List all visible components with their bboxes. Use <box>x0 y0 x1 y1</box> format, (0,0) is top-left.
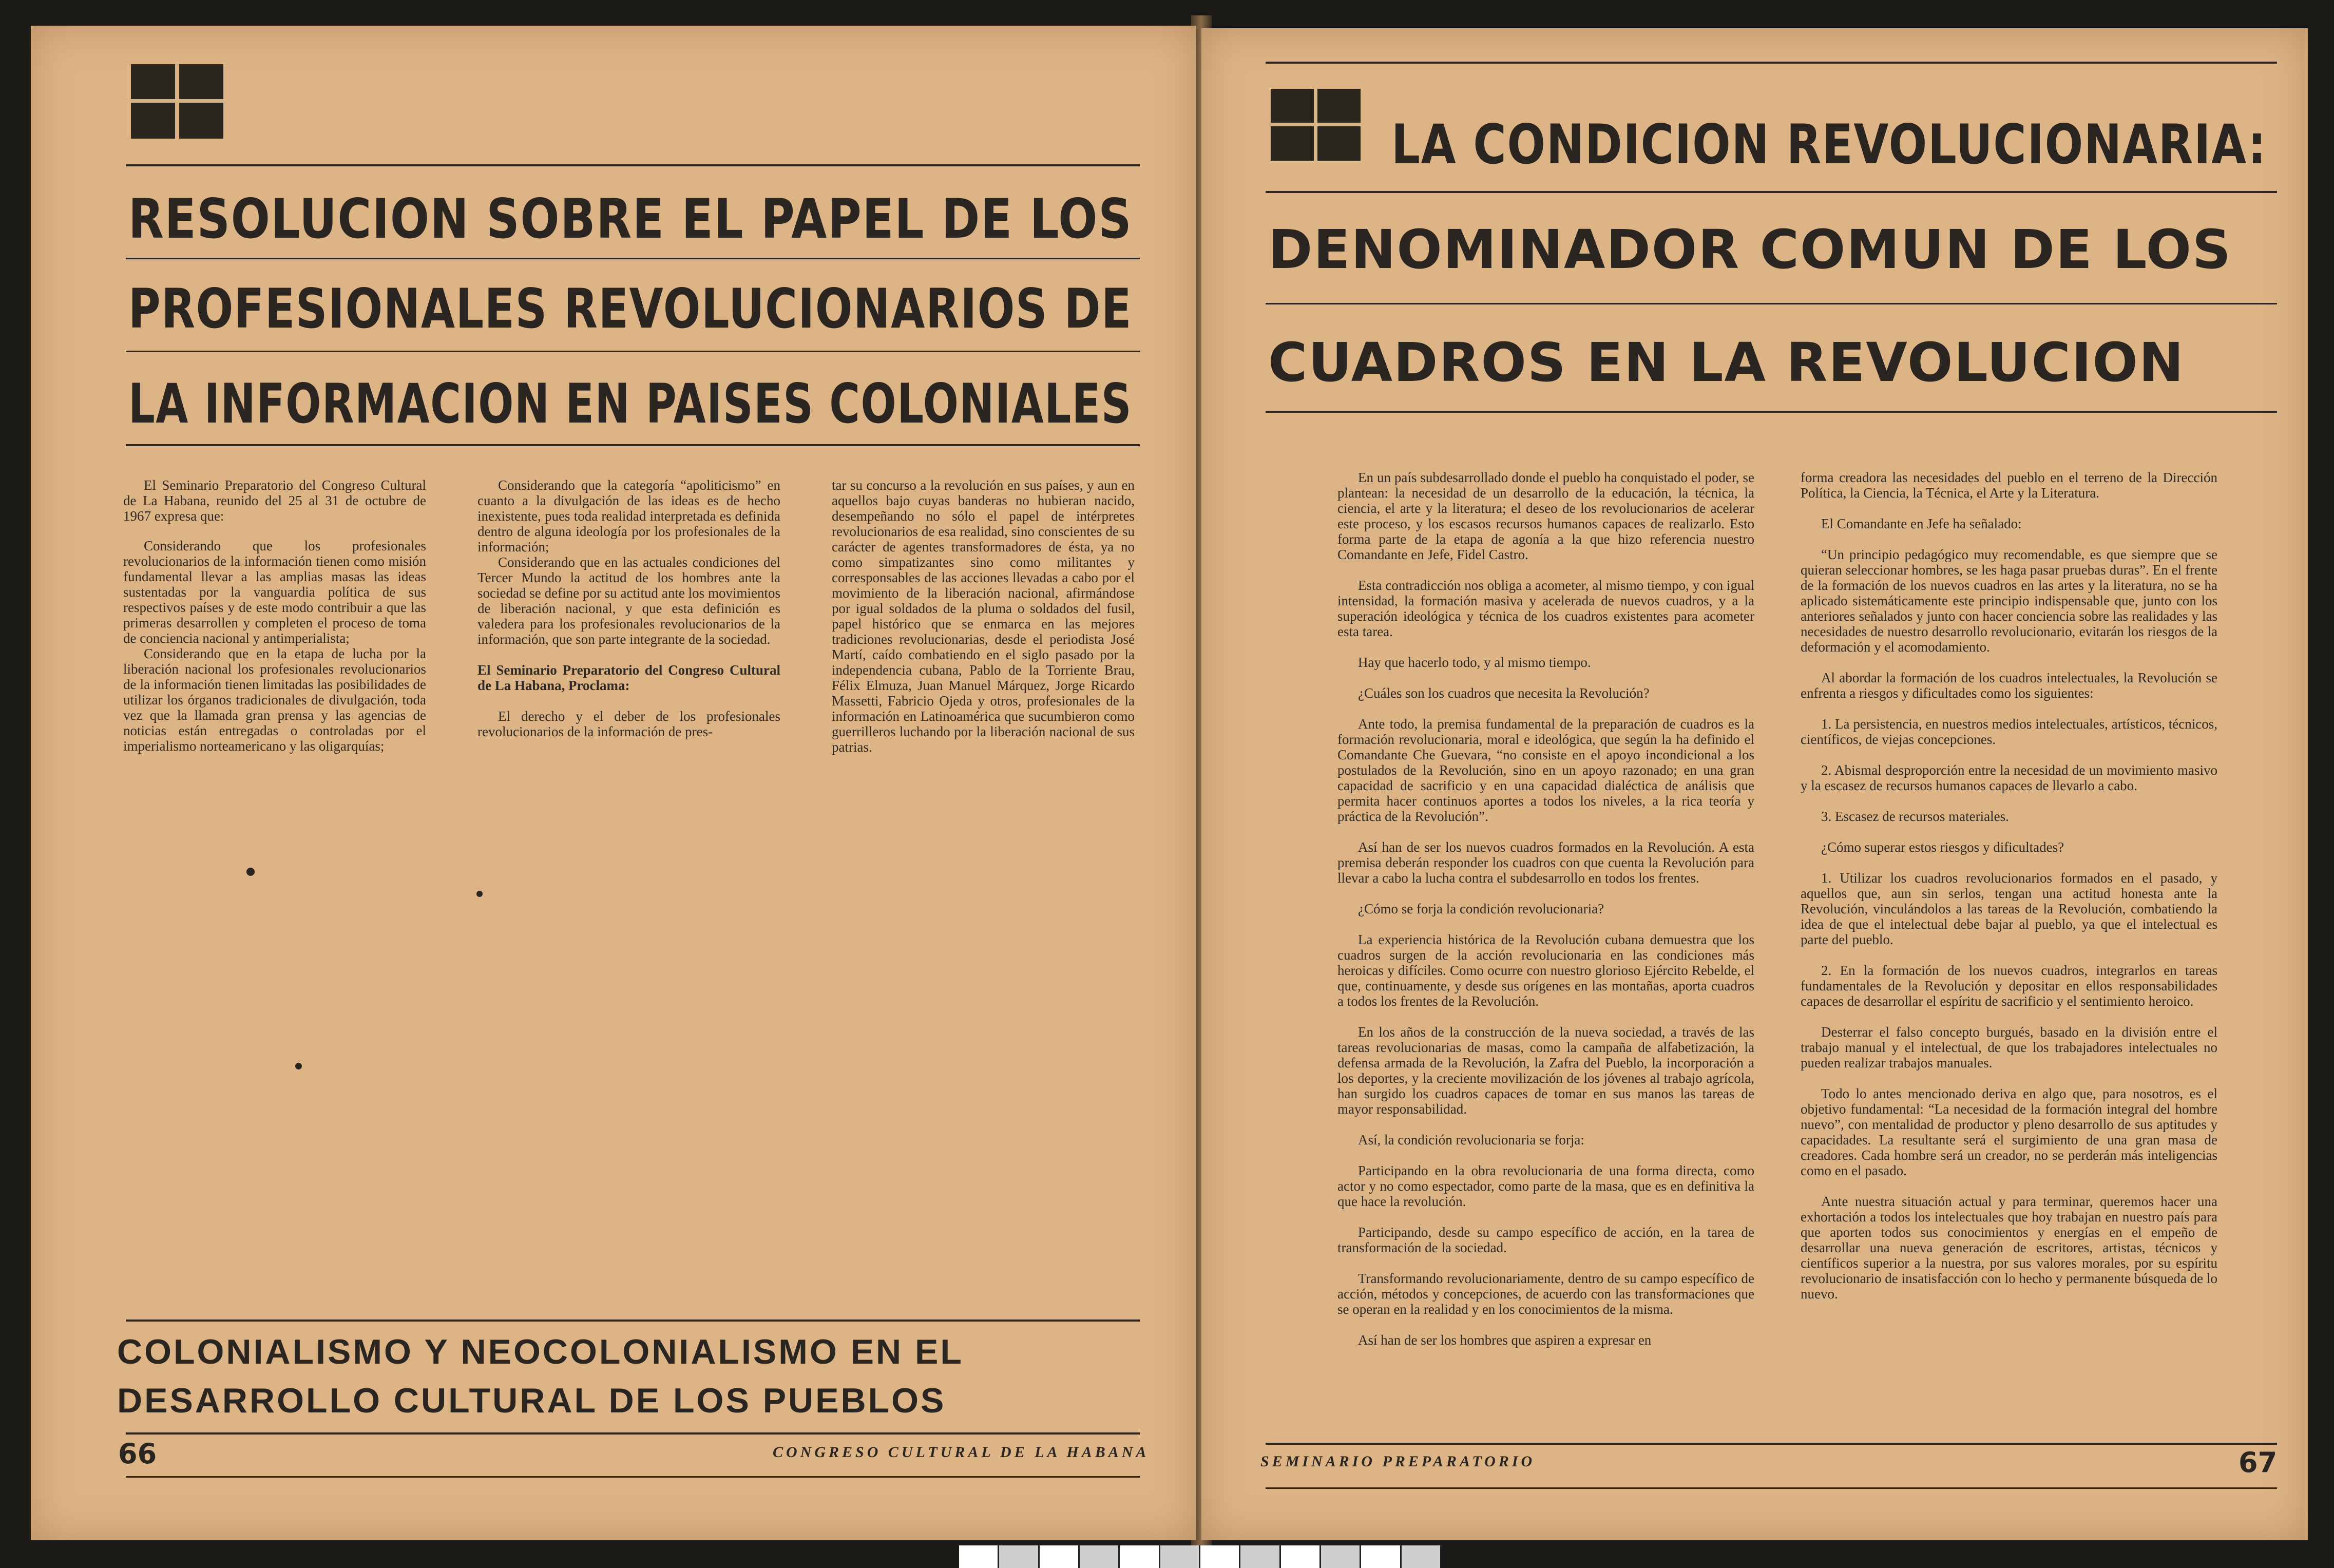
paragraph: Desterrar el falso concepto burgués, basado en la división entre el trabajo manual y el intelectual, de que los trabajadores intelectuales no pueden realizar trabajos manuales. <box>1801 1024 2217 1070</box>
paragraph: Considerando que en las actuales condiciones del Tercer Mundo la actitud de los hombres ante la sociedad se define por su actitud ante los movimientos de liberación nacional, y que esta definición es valedera para los profesionales revolucionarios de la información, que son parte integrante de la sociedad. <box>477 554 780 647</box>
title-rule <box>1266 303 2277 304</box>
paragraph: Considerando que en la etapa de lucha por la liberación nacional los profesionales revolucionarios de la información tienen limitadas las posibilidades de utilizar los órganos tradicionales de divulgación, toda vez que la llamada gran prensa y las agencias de noticias están entregadas o controladas por el imperialismo norteamericano y las oligarquías; <box>123 646 426 754</box>
paragraph: 2. En la formación de los nuevos cuadros, integrarlos en tareas fundamentales de la Revolución y depositar en ellos responsabilidades capaces de desarrollar el espíritu de sacrificio y el sentimiento heroico. <box>1801 963 2217 1009</box>
paragraph: 3. Escasez de recursos materiales. <box>1821 809 2009 824</box>
paragraph: 2. Abismal desproporción entre la necesidad de un movimiento masivo y la escasez de recursos humanos capaces de llevarlo a cabo. <box>1801 762 2217 793</box>
title-rule <box>126 164 1140 166</box>
title-rule <box>1266 191 2277 193</box>
ink-spot <box>295 1063 302 1069</box>
proclamation-heading: El Seminario Preparatorio del Congreso Cultural de La Habana, Proclama: <box>477 662 780 693</box>
folio-rule <box>126 1476 1140 1478</box>
paragraph: Considerando que la categoría “apoliticismo” en cuanto a la divulgación de las ideas es de hecho inexistente, pues toda realidad interpretada es definida dentro de alguna ideología por los profesionales de la información; <box>477 477 780 554</box>
paragraph: 1. La persistencia, en nuestros medios intelectuales, artísticos, técnicos, científicos, de viejas concepciones. <box>1801 716 2217 747</box>
congress-logo-icon <box>131 64 223 139</box>
color-scale-bar <box>959 1545 1442 1568</box>
paragraph: ¿Cómo se forja la condición revolucionaria? <box>1358 901 1604 916</box>
paragraph: 1. Utilizar los cuadros revolucionarios formados en el pasado, y aquellos que, aun sin serlos, tengan una actitud honesta ante la Revolución, vinculándolos a las tareas de la Revolución, combatiendo la idea de que el intelectual debe bajar al pueblo, ya que el intelectual es parte del pueblo. <box>1801 870 2217 947</box>
ink-spot <box>246 868 255 876</box>
folio-rule <box>126 1432 1140 1435</box>
right-title-line-3: CUADROS EN LA REVOLUCION <box>1268 331 2185 394</box>
paragraph: La experiencia histórica de la Revolución cubana demuestra que los cuadros surgen de la acción revolucionaria en las condiciones más heroicas y difíciles. Como ocurre con nuestro glorioso Ejército Rebelde, el que, continuamente, y desde sus orígenes en las montañas, aporta cuadros a todos los frentes de la Revolución. <box>1337 932 1754 1009</box>
paragraph: Al abordar la formación de los cuadros intelectuales, la Revolución se enfrenta a riesgos y dificultades como los siguientes: <box>1801 670 2217 701</box>
paragraph: “Un principio pedagógico muy recomendable, es que siempre que se quieran seleccionar hombres, se les haga pasar pruebas duras”. En el frente de la formación de los nuevos cuadros en las artes y la literatura, no se ha aplicado sistemáticamente este principio indispensable que, junto con los anteriores señalados y junto con hacer conciencia sobre las realidades y las necesidades de nuestro desarrollo revolucionario, evitarán los riesgos de la deformación y el acomodamiento. <box>1801 547 2217 655</box>
running-footer: CONGRESO CULTURAL DE LA HABANA <box>773 1444 1150 1461</box>
right-title-line-2: DENOMINADOR COMUN DE LOS <box>1268 218 2232 281</box>
paragraph: El Comandante en Jefe ha señalado: <box>1821 516 2022 531</box>
left-title-line-3: LA INFORMACION EN PAISES COLONIALES <box>128 372 1132 435</box>
paragraph: Participando, desde su campo específico de acción, en la tarea de transformación de la sociedad. <box>1337 1225 1754 1255</box>
running-footer: SEMINARIO PREPARATORIO <box>1260 1453 1536 1470</box>
paragraph: ¿Cuáles son los cuadros que necesita la Revolución? <box>1358 685 1650 701</box>
folio-rule <box>1266 1487 2277 1489</box>
title-rule <box>1266 62 2277 64</box>
paragraph: forma creadora las necesidades del pueblo en el terreno de la Dirección Política, la Ciencia, la Técnica, el Arte y la Literatura. <box>1801 470 2217 501</box>
paragraph: El Seminario Preparatorio del Congreso Cultural de La Habana, reunido del 25 al 31 de octubre de 1967 expresa que: <box>123 477 426 524</box>
paragraph: Considerando que los profesionales revolucionarios de la información tienen como misión fundamental llevar a las amplias masas las ideas sustentadas por la vanguardia política de sus respectivos países y de este modo contribuir a que las primeras desarrollen y completen el proceso de toma de conciencia nacional y antimperialista; <box>123 538 426 646</box>
paragraph: Esta contradicción nos obliga a acometer, al mismo tiempo, y con igual intensidad, la formación masiva y acelerada de nuevos cuadros, y a la superación ideológica y técnica de los cuadros existentes para acometer esta tarea. <box>1337 578 1754 639</box>
page-number: 66 <box>118 1438 157 1470</box>
paragraph: El derecho y el deber de los profesionales revolucionarios de la información de pres- <box>477 709 780 739</box>
paragraph: Participando en la obra revolucionaria de una forma directa, como actor y no como espectador, como parte de la masa, que es en definitiva la que hace la revolución. <box>1337 1163 1754 1209</box>
paragraph: En un país subdesarrollado donde el pueblo ha conquistado el poder, se plantean: la necesidad de un desarrollo de la educación, la técnica, la ciencia, el arte y la literatura; el deseo de los revolucionarios de acelerar este proceso, y los escasos recursos humanos capaces de realizarlo. Esto forma parte de la etapa de agonía a la que hizo referencia nuestro Comandante en Jefe, Fidel Castro. <box>1337 470 1754 562</box>
left-column-2 <box>477 477 780 755</box>
paragraph: En los años de la construcción de la nueva sociedad, a través de las tareas revolucionarias de masas, como la campaña de alfabetización, la defensa armada de la Revolución, la Zafra del Pueblo, la incorporación a los deportes, y la creciente movilización de los jóvenes al trabajo agrícola, han surgido los cuadros capaces de tomar en sus manos las tareas de mayor responsabilidad. <box>1337 1024 1754 1117</box>
left-title-line-1: RESOLUCION SOBRE EL PAPEL DE LOS <box>128 187 1133 251</box>
page-number: 67 <box>2239 1446 2278 1479</box>
bottom-heading-line-1: COLONIALISMO Y NEOCOLONIALISMO EN EL <box>117 1332 964 1371</box>
ink-spot <box>476 891 483 897</box>
left-column-3 <box>832 477 1135 770</box>
right-column-2 <box>1801 470 2217 1317</box>
congress-logo-icon <box>1271 89 1361 161</box>
paragraph: Ante nuestra situación actual y para terminar, queremos hacer una exhortación a todos los intelectuales que hoy trabajan en nuestro país para que aporten todos sus conocimientos y energías en el empeño de desarrollar una nueva generación de escritores, artistas, técnicos y científicos superior a la nuestra, por sus valores morales, por su espíritu revolucionario de insatisfacción con lo hecho y permanente búsqueda de lo nuevo. <box>1801 1194 2217 1302</box>
bottom-heading-line-2: DESARROLLO CULTURAL DE LOS PUEBLOS <box>117 1381 946 1420</box>
paragraph: Así han de ser los hombres que aspiren a expresar en <box>1358 1332 1652 1348</box>
right-page <box>1201 28 2308 1540</box>
title-rule <box>126 258 1140 259</box>
left-title-line-2: PROFESIONALES REVOLUCIONARIOS DE <box>128 277 1133 340</box>
paragraph: Transformando revolucionariamente, dentro de su campo específico de acción, métodos y concepciones, de acuerdo con las transformaciones que se operan en la realidad y en los conocimientos de la misma. <box>1337 1271 1754 1317</box>
paragraph: Ante todo, la premisa fundamental de la preparación de cuadros es la formación revolucionaria, moral e ideológica, que según la ha definido el Comandante Che Guevara, “no consiste en el apoyo incondicional a los postulados de la Revolución, sino en un apoyo razonado; en una gran capacidad de sacrificio y en una capacidad dialéctica de análisis que permita hacer continuos aportes a todos los niveles, a la rica teoría y práctica de la Revolución”. <box>1337 716 1754 824</box>
left-page <box>31 26 1196 1540</box>
paragraph: Todo lo antes mencionado deriva en algo que, para nosotros, es el objetivo fundamental: “La necesidad de la formación integral del hombre nuevo”, con mentalidad de productor y pleno desarrollo de sus aptitudes y capacidades. La resultante será el surgimiento de una gran masa de creadores. Cada hombre será un creador, no se perderán más inteligencias como en el pasado. <box>1801 1086 2217 1178</box>
paragraph: Así han de ser los nuevos cuadros formados en la Revolución. A esta premisa deberán responder los cuadros con que cuenta la Revolución para llevar a cabo la lucha contra el subdesarrollo en todos los frentes. <box>1337 839 1754 886</box>
title-rule <box>126 444 1140 446</box>
title-rule <box>1266 411 2277 413</box>
paragraph: tar su concurso a la revolución en sus países, y aun en aquellos bajo cuyas banderas no hubieran nacido, desempeñando no sólo el papel de intérpretes revolucionarios de esa realidad, sino conscientes de su carácter de agentes transformadores de ésta, ya no como simpatizantes sino como militantes y corresponsables de las acciones llevadas a cabo por el movimiento de la liberación nacional, afirmándose por igual soldados de la pluma o soldados del fusil, papel histórico que se enmarca en las mejores tradiciones revolucionarias, desde el periodista José Martí, caído combatiendo en el siglo pasado por la independencia cubana, Pablo de la Torriente Brau, Félix Elmuza, Juan Manuel Márquez, Jorge Ricardo Massetti, Fabricio Ojeda y otros, profesionales de la información en Latinoamérica que sucumbieron como guerrilleros luchando por la liberación nacional de sus patrias. <box>832 477 1135 755</box>
right-column-1 <box>1337 470 1754 1363</box>
paragraph: ¿Cómo superar estos riesgos y dificultades? <box>1821 839 2064 855</box>
right-title-line-1: LA CONDICION REVOLUCIONARIA: <box>1391 113 2267 176</box>
paragraph: Así, la condición revolucionaria se forja: <box>1358 1132 1584 1148</box>
paragraph: Hay que hacerlo todo, y al mismo tiempo. <box>1358 655 1591 670</box>
folio-rule <box>1266 1443 2277 1445</box>
title-rule <box>126 351 1140 352</box>
left-column-1 <box>123 477 426 769</box>
bottom-rule <box>126 1320 1140 1322</box>
